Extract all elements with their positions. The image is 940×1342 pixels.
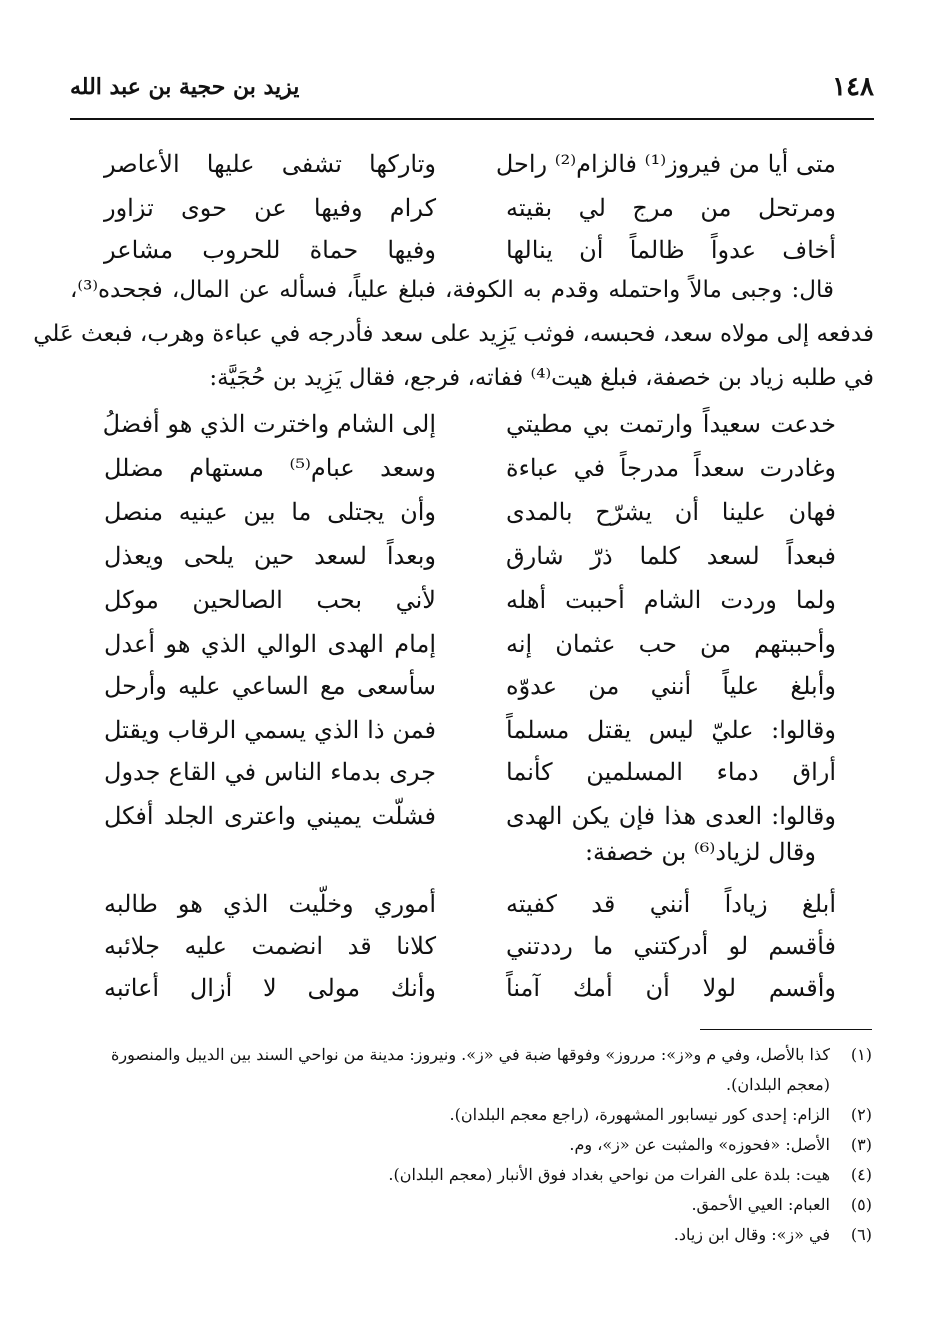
verse-second-hemistich: وفيها حماة للحروب مشاعر — [104, 236, 436, 264]
verse-second-hemistich: وسعد عبام⁽⁵⁾ مستهام مضلل — [104, 454, 436, 482]
footnote-number: (٣) — [850, 1135, 872, 1154]
verse-second-hemistich: فشلّت يميني واعترى الجلد أفكل — [104, 802, 436, 830]
transition-line: وقال لزياد⁽⁶⁾ بن خصفة: — [584, 838, 816, 866]
verse-line — [104, 580, 836, 628]
footnote — [74, 1190, 872, 1220]
verse-line — [104, 710, 836, 758]
verse-second-hemistich: فمن ذا الذي يسمي الرقاب ويقتل — [104, 716, 436, 744]
footnote — [74, 1100, 872, 1130]
footnote-number: (٤) — [850, 1165, 872, 1184]
footnote-text: العبام: العيي الأحمق. — [691, 1195, 830, 1214]
verse-first-hemistich: وقالوا: العدى هذا فإن يكن الهدى — [506, 802, 836, 830]
prose-line: فدفعه إلى مولاه سعد، فحبسه، فوثب يَزِيد على سعد فأدرجه في عباءة وهرب، فبعث عَلي — [33, 321, 874, 347]
footnote-text: الزام: إحدى كور نيسابور المشهورة، (راجع معجم البلدان). — [449, 1105, 830, 1124]
verse-first-hemistich: وغادرت سعداً مدرجاً في عباءة — [506, 454, 836, 482]
verse-line — [104, 752, 836, 800]
verse-second-hemistich: إلى الشام واخترت الذي هو أفضلُ — [102, 410, 436, 438]
verse-first-hemistich: فبعداً لسعد كلما ذرّ شارق — [506, 542, 836, 570]
running-header — [70, 72, 874, 112]
verse-first-hemistich: وأحببتهم من حب عثمان إنه — [506, 630, 836, 658]
verse-first-hemistich: فأقسم لو أدركتني ما رددتني — [506, 932, 836, 960]
verse-line — [104, 536, 836, 584]
verse-line — [104, 624, 836, 672]
verse-second-hemistich: سأسعى مع الساعي عليه وأرحل — [104, 672, 436, 700]
footnote — [74, 1160, 872, 1190]
footnote — [74, 1040, 872, 1100]
verse-line — [104, 492, 836, 540]
verse-first-hemistich: وأبلغ علياً أنني من عدوّه — [506, 672, 836, 700]
verse-line — [104, 796, 836, 844]
verse-second-hemistich: أموري وخلّيت الذي هو طالبه — [104, 890, 436, 918]
footnotes — [74, 1040, 872, 1250]
footnote — [74, 1220, 872, 1250]
verse-first-hemistich: أخاف عدواً ظالماً أن ينالها — [506, 236, 836, 264]
verse-second-hemistich: وأن يجتلى ما بين عينيه منصل — [104, 498, 436, 526]
verse-line — [104, 448, 836, 496]
footnote-separator — [700, 1029, 872, 1030]
verse-first-hemistich: متى أيا من فيروز⁽¹⁾ فالزام⁽²⁾ راحل — [495, 150, 836, 178]
verse-line — [104, 926, 836, 974]
verse-first-hemistich: ولما وردت الشام أحببت أهله — [506, 586, 836, 614]
verse-line — [104, 404, 836, 452]
verse-second-hemistich: جرى بدماء الناس في القاع جدول — [104, 758, 436, 786]
verse-second-hemistich: كرام وفيها عن حوى تزاور — [104, 194, 436, 222]
verse-first-hemistich: فهان علينا أن يشرّح بالمدى — [506, 498, 836, 526]
verse-second-hemistich: وتاركها تشفى عليها الأعاصر — [104, 150, 436, 178]
footnote-number: (١) — [850, 1045, 872, 1064]
verse-first-hemistich: وأقسم لولا أن أمك آمناً — [506, 974, 836, 1002]
verse-line — [104, 666, 836, 714]
footnote-number: (٢) — [850, 1105, 872, 1124]
verse-line — [104, 144, 836, 192]
page-number: ١٤٨ — [832, 72, 874, 102]
verse-first-hemistich: ومرتحل من مرج لي بقيته — [506, 194, 836, 222]
verse-second-hemistich: إمام الهدى الوالي الذي هو أعدل — [104, 630, 436, 658]
verse-line — [104, 968, 836, 1016]
footnote-text: كذا بالأصل، وفي م و«ز»: مرروز» وفوقها ضبة في «ز». ونيروز: مدينة من نواحي السند بين الديبل والمنصورة (معجم البلدان). — [111, 1045, 830, 1094]
footnote — [74, 1130, 872, 1160]
prose-paragraph — [33, 268, 874, 400]
verse-second-hemistich: وأنك مولى لا أزال أعاتبه — [104, 974, 436, 1002]
footnote-text: الأصل: «فحوزه» والمثبت عن «ز»، وم. — [569, 1135, 830, 1154]
verse-first-hemistich: وقالوا: عليّ ليس يقتل مسلماً — [506, 716, 836, 744]
verse-second-hemistich: كلانا قد انضمت عليه جلائبه — [104, 932, 436, 960]
verse-first-hemistich: خدعت سعيداً وارتمت بي مطيتي — [506, 410, 836, 438]
verse-first-hemistich: أراق دماء المسلمين كأنما — [506, 758, 836, 786]
footnote-text: في «ز»: وقال ابن زياد. — [673, 1225, 830, 1244]
footnote-text: هيت: بلدة على الفرات من نواحي بغداد فوق الأنبار (معجم البلدان). — [388, 1165, 830, 1184]
verse-line — [104, 884, 836, 932]
prose-line: قال: وجبى مالاً واحتمله وقدم به الكوفة، فبلغ علياً، فسأله عن المال، فجحده⁽³⁾، — [70, 277, 834, 303]
verse-second-hemistich: وبعداً لسعد حين يلحى ويعذل — [104, 542, 436, 570]
verse-first-hemistich: أبلغ زياداً أنني قد كفيته — [506, 890, 836, 918]
verse-second-hemistich: لأني بحب الصالحين موكل — [104, 586, 436, 614]
header-rule — [70, 118, 874, 120]
footnote-number: (٦) — [850, 1225, 872, 1244]
prose-line: في طلبه زياد بن خصفة، فبلغ هيت⁽⁴⁾ ففاته، فرجع، فقال يَزِيد بن حُجَيَّة: — [209, 365, 874, 391]
verse-line — [104, 188, 836, 236]
running-title: يزيد بن حجية بن عبد الله — [70, 74, 300, 100]
footnote-number: (٥) — [850, 1195, 872, 1214]
